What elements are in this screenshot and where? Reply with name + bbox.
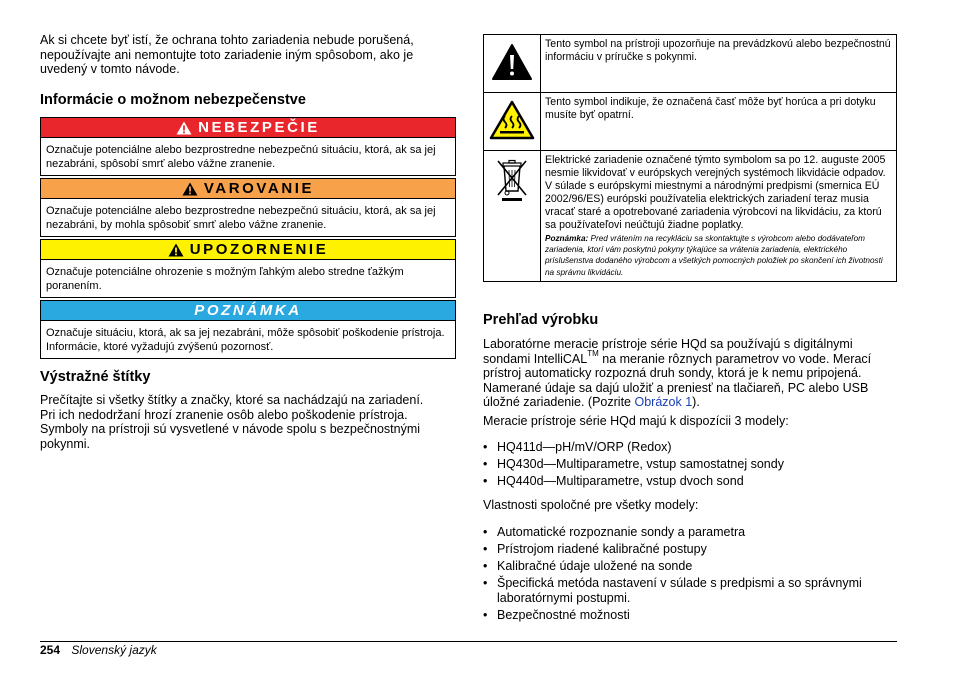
note-label: Poznámka: (545, 234, 589, 243)
features-list (483, 525, 883, 622)
footer-rule (40, 641, 897, 642)
danger-box (40, 117, 456, 176)
recycling-note (545, 233, 891, 278)
notice-box (40, 300, 456, 359)
page-footer (40, 643, 157, 657)
product-text-c: ). (692, 395, 700, 410)
list-item: • HQ411d—pH/mV/ORP (Redox) (483, 440, 897, 455)
notice-text: Označuje situáciu, ktorá, ak sa jej nezabráni, môže spôsobiť poškodenie prístroja. Informácie, ktoré vyžadujú zvýšenú pozornosť. (46, 327, 445, 353)
symbol-row (484, 93, 897, 151)
caution-label: UPOZORNENIE (189, 241, 329, 258)
symbol-text: Tento symbol na prístroji upozorňuje na prevádzkovú alebo bezpečnostnú informáciu v príručke s pokynmi. (541, 35, 897, 93)
symbol-text: Elektrické zariadenie označené týmto symbolom sa po 12. auguste 2005 nesmie likvidovať v európskych verejných systémoch likvidácie odpadov. V súlade s európskymi miestnymi a národnými predpismi (smernica EÚ 2002/96/ES) európski používatelia elektrických zariadení teraz musia vracať staré a opotrebované zariadenia výrobcovi na likvidáciu, za ktorú sa používateľovi neúčtujú žiadne poplatky. (545, 154, 886, 231)
features-intro: Vlastnosti spoločné pre všetky modely: (483, 498, 699, 512)
labels-paragraph: Prečítajte si všetky štítky a značky, ktoré sa nachádzajú na zariadení. Pri ich nedodržaní hrozí zranenie osôb alebo poškodenie prístroja. Symboly na prístroji sú vysvetlené v návode spolu s bezpečnostnými pokynmi. (40, 393, 424, 451)
note-text: Pred vrátením na recykláciu sa skontaktujte s výrobcom alebo dodávateľom zariadenia, ktorí vám poskytnú pokyny týkajúce sa vrátenia zariadenia, elektrického príslušenstva dodaného výrobcom a všetkých pomocných položiek po skončení ich životnosti na správnu likvidáciu. (545, 234, 883, 277)
symbol-row (484, 35, 897, 93)
crossed-bin-icon (492, 157, 532, 203)
page-number: 254 (40, 643, 61, 657)
symbol-text-cell (541, 151, 897, 282)
list-item: • Kalibračné údaje uložené na sonde (483, 559, 883, 574)
product-text-a: Laboratórne meracie prístroje série HQd sa používajú s digitálnymi sondami IntelliCAL (483, 337, 853, 366)
danger-label: NEBEZPEČIE (198, 119, 320, 136)
symbol-table (483, 34, 897, 282)
trademark: TM (587, 349, 599, 359)
symbol-icon-cell (484, 93, 541, 151)
hazard-info-heading: Informácie o možnom nebezpečenstve (40, 92, 306, 108)
models-intro: Meracie prístroje série HQd majú k dispozícii 3 modely: (483, 414, 789, 428)
symbol-icon-cell (484, 151, 541, 282)
warning-text: Označuje potenciálne alebo bezprostredne nebezpečnú situáciu, ktorá, ak sa jej nezabráni, by mohla spôsobiť smrť alebo vážne zranenie. (46, 205, 436, 231)
models-list (483, 440, 897, 489)
warning-box (40, 178, 456, 237)
warning-triangle-icon (168, 243, 184, 257)
danger-header (41, 118, 455, 138)
hot-surface-icon (489, 100, 535, 140)
warning-triangle-icon (491, 43, 533, 81)
list-item: • Bezpečnostné možnosti (483, 608, 883, 623)
footer-language: Slovenský jazyk (71, 643, 157, 657)
intro-paragraph: Ak si chcete byť istí, že ochrana tohto zariadenia nebude porušená, nepoužívajte ani nemontujte toto zariadenie iným spôsobom, ako je uvedený v tomto návode. (40, 33, 414, 77)
product-paragraph (483, 337, 885, 410)
symbol-text: Tento symbol indikuje, že označená časť môže byť horúca a pri dotyku musíte byť opatrní. (541, 93, 897, 151)
list-item: • Prístrojom riadené kalibračné postupy (483, 542, 883, 557)
caution-header (41, 240, 455, 260)
list-item: • HQ440d—Multiparametre, vstup dvoch sond (483, 474, 897, 489)
warning-triangle-icon (176, 121, 192, 135)
warning-label: VAROVANIE (203, 180, 315, 197)
caution-text: Označuje potenciálne ohrozenie s možným ľahkým alebo stredne ťažkým poranením. (46, 266, 404, 292)
notice-label: POZNÁMKA (194, 302, 302, 319)
product-text-b: na meranie rôznych parametrov vo vode. Merací prístroj automaticky rozpozná druh sondy, ktorá je k nemu pripojená. Namerané údaje sa dajú uložiť a preniesť na tlačiareň, PC alebo USB úložné zariadenie. (Pozrite (483, 351, 872, 410)
list-item: • HQ430d—Multiparametre, vstup samostatnej sondy (483, 457, 897, 472)
symbol-row (484, 151, 897, 282)
list-item: • Špecifická metóda nastavení v súlade s predpismi a so správnymi laboratórnymi postupmi. (483, 576, 883, 605)
list-item: • Automatické rozpoznanie sondy a parametra (483, 525, 883, 540)
figure-link[interactable]: Obrázok 1 (634, 395, 693, 410)
symbol-icon-cell (484, 35, 541, 93)
warning-header (41, 179, 455, 199)
warning-triangle-icon (182, 182, 198, 196)
product-heading: Prehľad výrobku (483, 312, 599, 328)
notice-header (41, 301, 455, 321)
labels-heading: Výstražné štítky (40, 369, 151, 385)
danger-text: Označuje potenciálne alebo bezprostredne nebezpečnú situáciu, ktorá, ak sa jej nezabráni, spôsobí smrť alebo vážne zranenie. (46, 144, 436, 170)
caution-box (40, 239, 456, 298)
